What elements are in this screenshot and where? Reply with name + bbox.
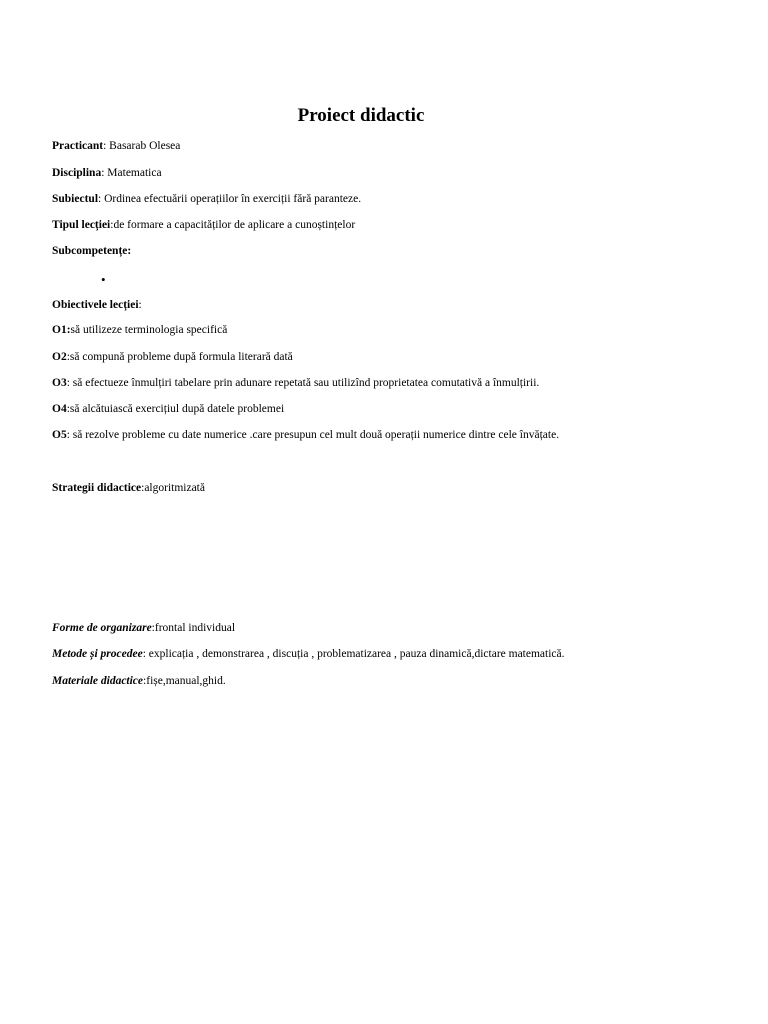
objective-text: : să efectueze înmulțiri tabelare prin adunare repetată sau utilizînd proprietatea comutativă a înmulțirii. xyxy=(66,377,540,389)
objective-o5 xyxy=(52,427,559,443)
objective-text: să utilizeze terminologia specifică xyxy=(70,324,228,336)
objective-text: :să alcătuiască exercițiul după datele problemei xyxy=(66,403,285,415)
objective-code: O2 xyxy=(52,351,67,363)
tipul-lectiei-value: de formare a capacităților de aplicare a cunoștințelor xyxy=(113,219,356,231)
disciplina-label: Disciplina xyxy=(52,167,102,179)
strategii-label: Strategii didactice xyxy=(52,482,142,494)
forme-sep: : xyxy=(151,622,155,634)
metode-label: Metode și procedee xyxy=(52,648,143,660)
tipul-lectiei-label: Tipul lecției xyxy=(52,219,111,231)
tipul-lectiei-sep: : xyxy=(110,219,114,231)
objective-o1 xyxy=(52,322,227,338)
subcompetente-label: Subcompetențe: xyxy=(52,245,132,257)
objective-code: O4 xyxy=(52,403,67,415)
practicant-label: Practicant xyxy=(52,140,104,152)
document-title: Proiect didactic xyxy=(297,105,425,126)
subiectul-sep: : xyxy=(98,193,105,205)
strategii-value: algoritmizată xyxy=(144,482,205,494)
forme-value: frontal individual xyxy=(154,622,236,634)
metode-value: explicația , demonstrarea , discuția , problematizarea , pauza dinamică,dictare matematică. xyxy=(148,648,565,660)
subcompetente-bullet: • xyxy=(101,272,106,287)
materiale-label: Materiale didactice xyxy=(52,675,144,687)
practicant-sep: : xyxy=(103,140,110,152)
obiective-label: Obiectivele lecției xyxy=(52,299,139,311)
forme-line xyxy=(52,620,235,636)
strategii-sep: : xyxy=(141,482,145,494)
metode-sep: : xyxy=(142,648,149,660)
practicant-line xyxy=(52,138,180,154)
strategii-line xyxy=(52,480,205,496)
subiectul-value: Ordinea efectuării operațiilor în exerciții fără paranteze. xyxy=(104,193,362,205)
objective-text: :să compună probleme după formula literară dată xyxy=(66,351,293,363)
objective-o3 xyxy=(52,375,539,391)
materiale-value: fișe,manual,ghid. xyxy=(146,675,226,687)
metode-line xyxy=(52,646,565,662)
obiective-sep: : xyxy=(138,299,142,311)
materiale-sep: : xyxy=(143,675,147,687)
objective-code: O3 xyxy=(52,377,67,389)
objective-o4 xyxy=(52,401,284,417)
disciplina-sep: : xyxy=(101,167,108,179)
objective-code: O5 xyxy=(52,429,67,441)
subiectul-line xyxy=(52,191,361,207)
tipul-lectiei-line xyxy=(52,217,355,233)
practicant-value: Basarab Olesea xyxy=(109,140,181,152)
objective-code: O1: xyxy=(52,324,71,336)
subiectul-label: Subiectul xyxy=(52,193,99,205)
objective-o2 xyxy=(52,349,293,365)
subcompetente-line xyxy=(52,243,131,259)
objective-text: : să rezolve probleme cu date numerice .care presupun cel mult două operații numerice dintre cele învățate. xyxy=(66,429,560,441)
forme-label: Forme de organizare xyxy=(52,622,152,634)
disciplina-value: Matematica xyxy=(107,167,162,179)
disciplina-line xyxy=(52,165,162,181)
materiale-line xyxy=(52,673,226,689)
obiective-line xyxy=(52,297,142,313)
